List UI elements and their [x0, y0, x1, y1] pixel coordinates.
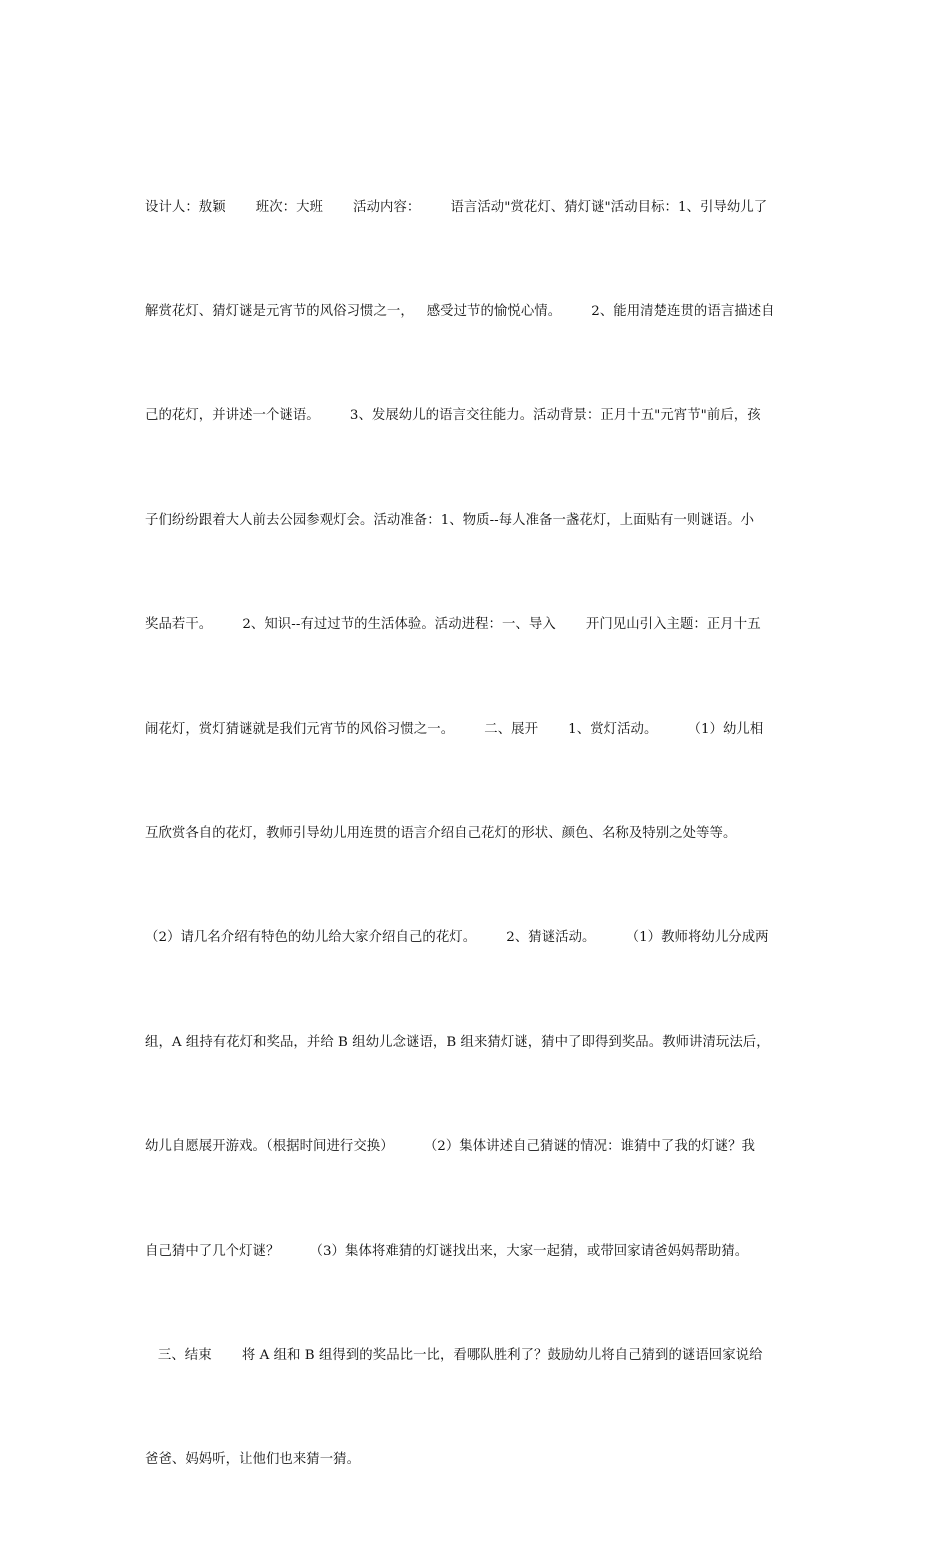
text-line: 三、结束 将 A 组和 B 组得到的奖品比一比，看哪队胜利了？鼓励幼儿将自己猜到的谜语回家说给: [145, 1347, 763, 1363]
text-line: 组，A 组持有花灯和奖品，并给 B 组幼儿念谜语，B 组来猜灯谜，猜中了即得到奖品。教师讲清玩法后，: [145, 1034, 770, 1050]
text-line: 解赏花灯、猜灯谜是元宵节的风俗习惯之一， 感受过节的愉悦心情。 2、能用清楚连贯的语言描述自: [145, 303, 775, 319]
text-line: （2）请几名介绍有特色的幼儿给大家介绍自己的花灯。 2、猜谜活动。 （1）教师将幼儿分成两: [145, 930, 769, 946]
text-line: 互欣赏各自的花灯，教师引导幼儿用连贯的语言介绍自己花灯的形状、颜色、名称及特别之处等等。: [145, 825, 737, 841]
lesson-plan-text: [145, 121, 805, 1548]
text-line: 己的花灯，并讲述一个谜语。 3、发展幼儿的语言交往能力。活动背景：正月十五"元宵节"前后，孩: [145, 408, 761, 424]
text-line: 设计人：敖颖 班次：大班 活动内容： 语言活动"赏花灯、猜灯谜"活动目标：1、引导幼儿了: [145, 199, 768, 215]
text-line: 幼儿自愿展开游戏。（根据时间进行交换） （2）集体讲述自己猜谜的情况：谁猜中了我的灯谜？我: [145, 1139, 755, 1155]
text-line: 奖品若干。 2、知识--有过过节的生活体验。活动进程：一、导入 开门见山引入主题：正月十五: [145, 617, 761, 633]
text-line: 爸爸、妈妈听，让他们也来猜一猜。: [145, 1452, 361, 1468]
text-line: 子们纷纷跟着大人前去公园参观灯会。活动准备：1、物质--每人准备一盏花灯，上面贴有一则谜语。小: [145, 512, 755, 528]
text-line: 自己猜中了几个灯谜？ （3）集体将难猜的灯谜找出来，大家一起猜，或带回家请爸妈妈帮助猜。: [145, 1243, 749, 1259]
text-line: 闹花灯，赏灯猜谜就是我们元宵节的风俗习惯之一。 二、展开 1、赏灯活动。 （1）幼儿相: [145, 721, 764, 737]
